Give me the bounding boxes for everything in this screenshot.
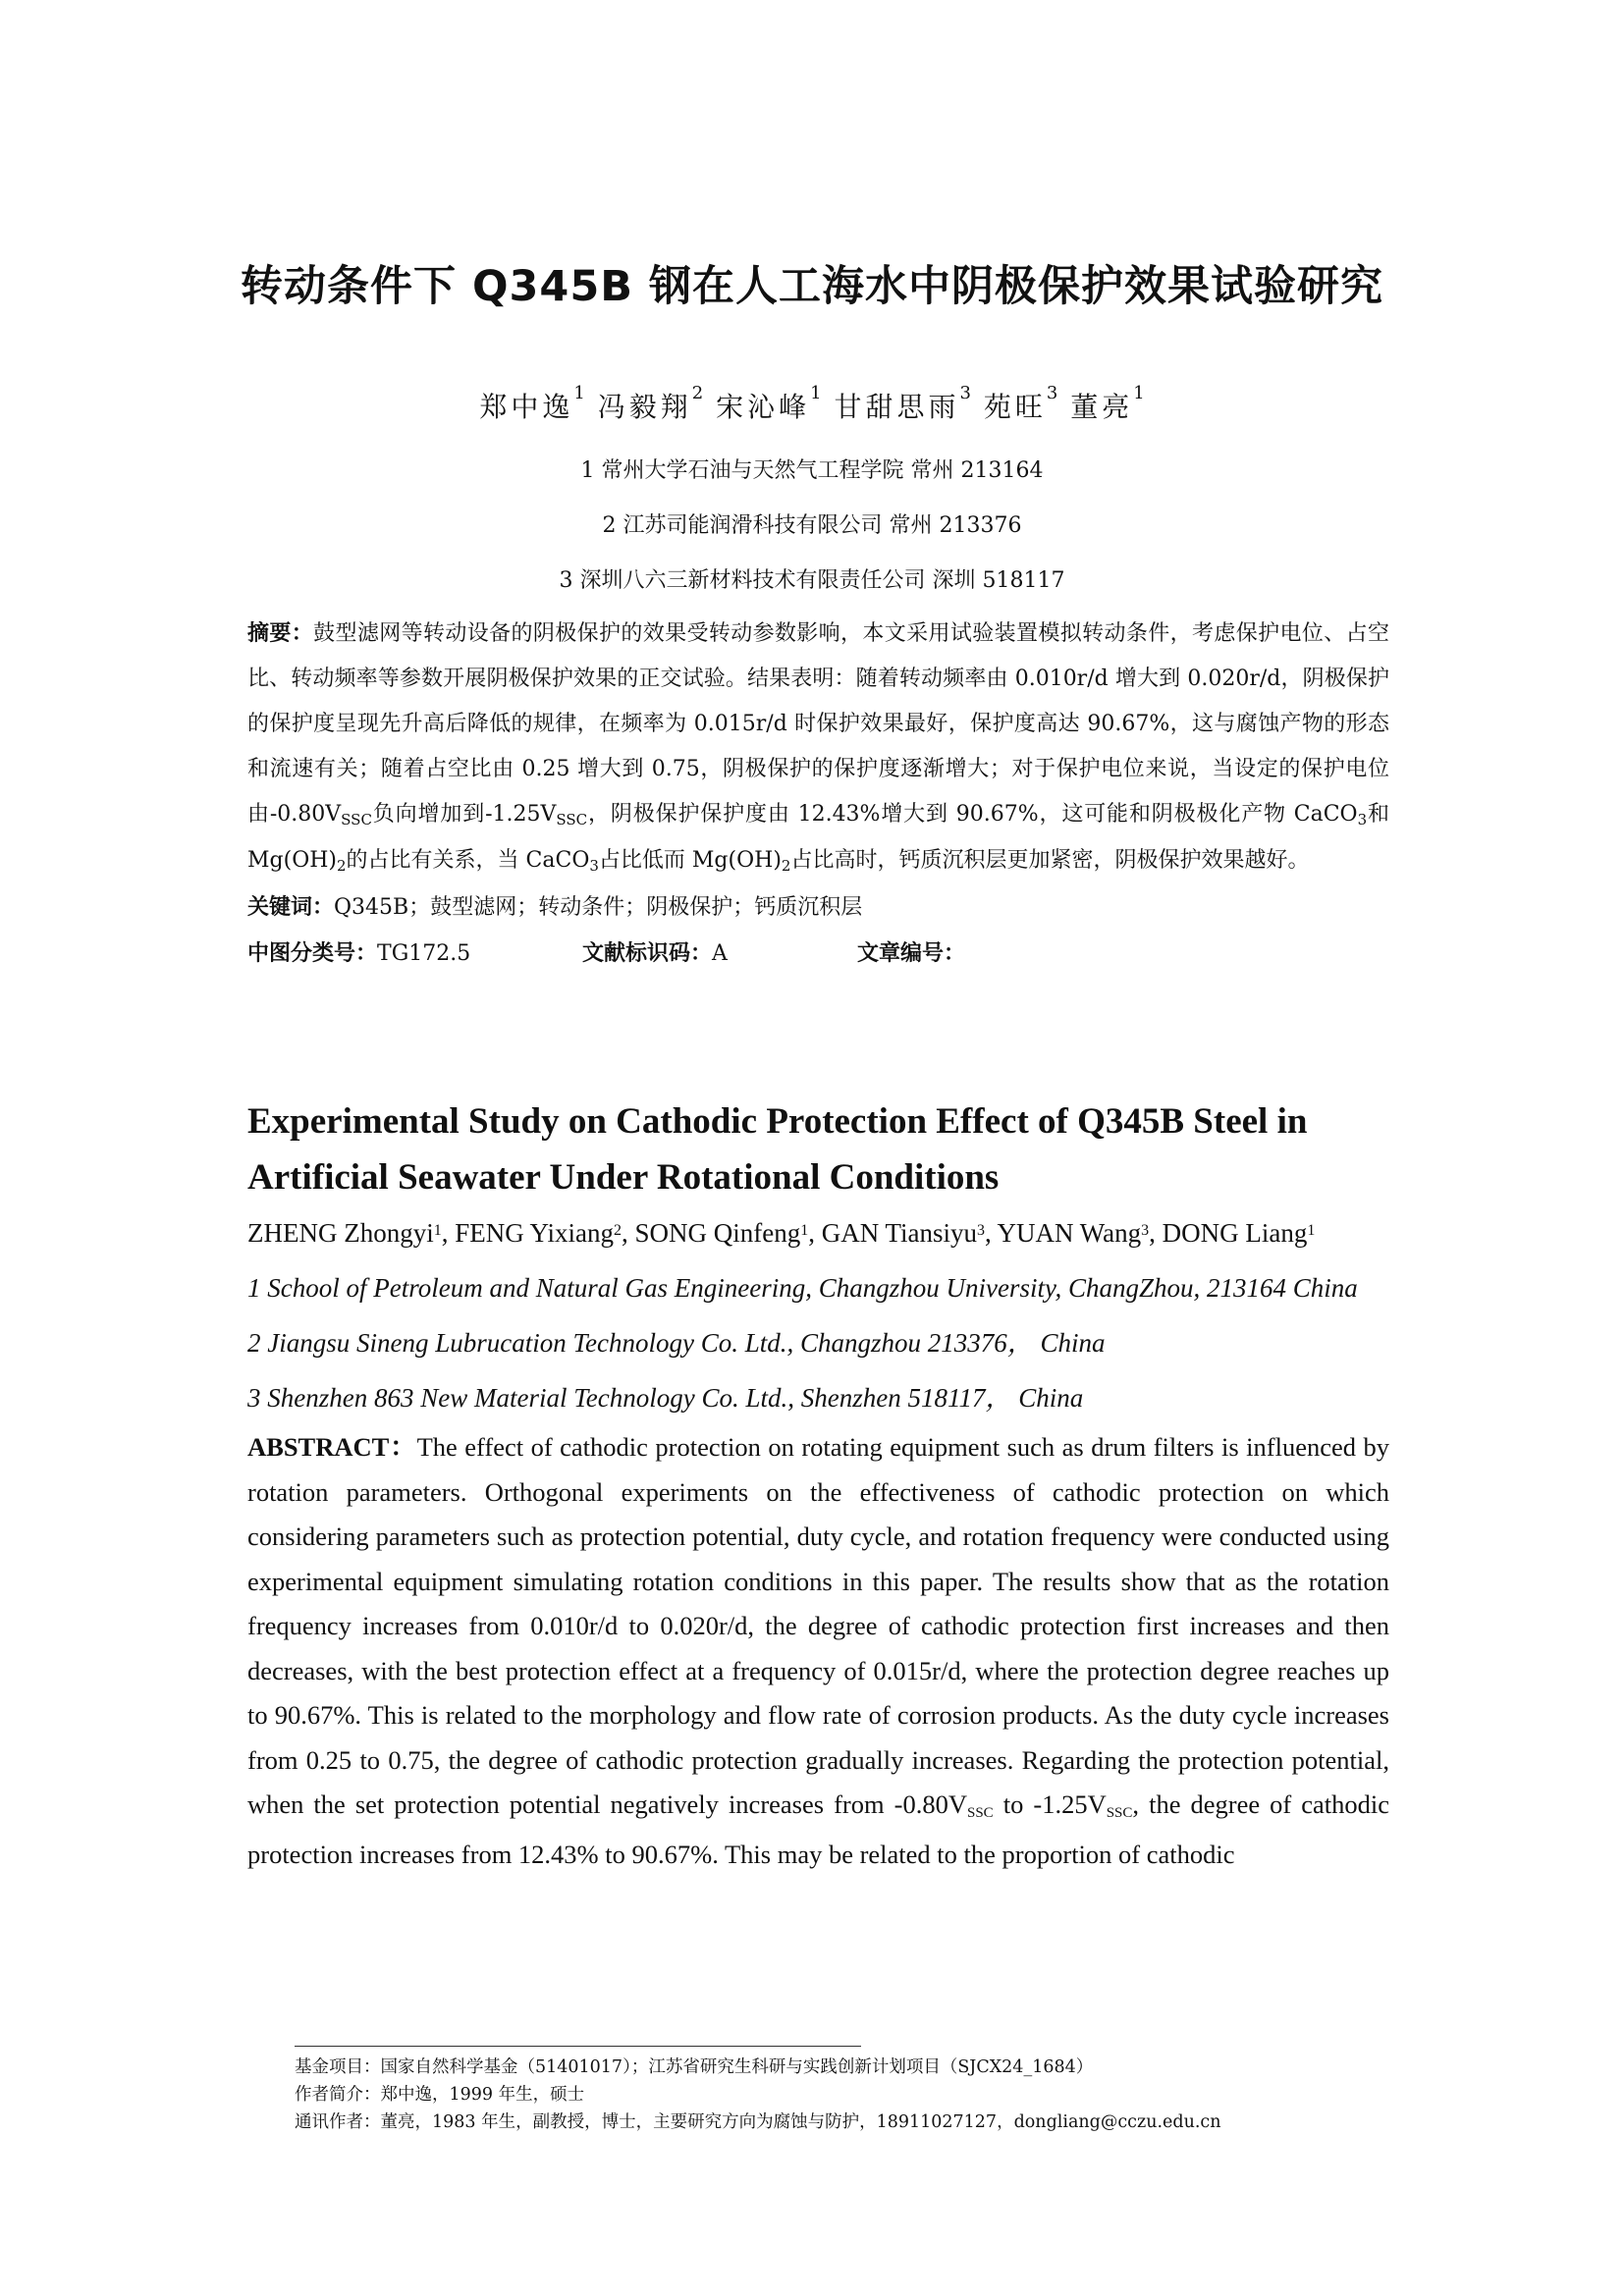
footnote-corresponding-author: 通讯作者：董亮，1983 年生，副教授，博士，主要研究方向为腐蚀与防护，18911027127，dongliang@cczu.edu.cn (295, 2112, 1221, 2132)
chinese-abstract-label: 摘要： (247, 620, 314, 646)
chinese-keywords-label: 关键词： (247, 894, 335, 920)
english-abstract-label: ABSTRACT： (247, 1432, 417, 1462)
chinese-affiliation-2: 2 江苏司能润滑科技有限公司 常州 213376 (602, 513, 1022, 538)
chinese-author: 董亮$^1$ (1070, 383, 1145, 423)
chinese-affiliation-3: 3 深圳八六三新材料技术有限责任公司 深圳 518117 (559, 568, 1065, 593)
classification-line: 中图分类号：TG172.5 文献标识码：A 文章编号： (247, 940, 966, 966)
chinese-affiliation-1: 1 常州大学石油与天然气工程学院 常州 213164 (580, 458, 1044, 483)
english-affiliation-2: 2 Jiangsu Sineng Lubrucation Technology Co. Ltd., Changzhou 213376， China (247, 1328, 1106, 1358)
chinese-keywords: 关键词：Q345B；鼓型滤网；转动条件；阴极保护；钙质沉积层 (247, 894, 863, 920)
chinese-abstract-section (247, 611, 1389, 977)
footnote-author-bio: 作者简介：郑中逸，1999 年生，硕士 (295, 2085, 585, 2105)
chinese-title: 转动条件下 Q345B 钢在人工海水中阴极保护效果试验研究 (240, 262, 1384, 311)
chinese-author: 郑中逸$^1$ (479, 383, 585, 423)
footnote-divider (295, 2046, 861, 2047)
chinese-author: 苑旺$^3$ (983, 383, 1058, 423)
english-affiliation-3: 3 Shenzhen 863 New Material Technology Co. Ltd., Shenzhen 518117， China (247, 1383, 1084, 1413)
chinese-author: 宋沁峰$^1$ (716, 383, 822, 423)
english-title: Experimental Study on Cathodic Protection Effect of Q345B Steel in Artificial Seawater Under Rotational Conditions (247, 1101, 1308, 1198)
chinese-author-list (0, 383, 1624, 425)
footnotes (295, 2054, 1375, 2136)
chinese-author: 冯毅翔$^2$ (597, 383, 704, 423)
english-section (247, 1094, 1389, 1877)
footnote-funding: 基金项目：国家自然科学基金（51401017）；江苏省研究生科研与实践创新计划项目（SJCX24_1684） (295, 2057, 1094, 2077)
english-affiliation-1: 1 School of Petroleum and Natural Gas Engineering, Changzhou University, ChangZhou, 213164 China (247, 1273, 1358, 1303)
english-abstract: ABSTRACT：The effect of cathodic protection on rotating equipment such as drum filters is influenced by rotation parameters. Orthogonal experiments on the effectiveness of cathodic protection on which considering parameters such as protection potential, duty cycle, and rotation frequency were conducted using experimental equipment simulating rotation conditions in this paper. The results show that as the rotation frequency increases from 0.010r/d to 0.020r/d, the degree of cathodic protection first increases and then decreases, with the best protection effect at a frequency of 0.015r/d, where the protection degree reaches up to 90.67%. This is related to the morphology and flow rate of corrosion products. As the duty cycle increases from 0.25 to 0.75, the degree of cathodic protection gradually increases. Regarding the protection potential, when the set protection potential negatively increases from -0.80VSSC to -1.25VSSC, the degree of cathodic protection increases from 12.43% to 90.67%. This may be related to the proportion of cathodic (247, 1432, 1390, 1869)
english-author-list: ZHENG Zhongyi$^1$, FENG Yixiang$^2$, SONG Qinfeng$^1$, GAN Tiansiyu$^3$, YUAN Wang$^3$, DONG Liang$^1$ (247, 1218, 1316, 1248)
chinese-abstract: 摘要：鼓型滤网等转动设备的阴极保护的效果受转动参数影响，本文采用试验装置模拟转动条件，考虑保护电位、占空比、转动频率等参数开展阴极保护效果的正交试验。结果表明：随着转动频率由 0.010r/d 增大到 0.020r/d，阴极保护的保护度呈现先升高后降低的规律，在频率为 0.015r/d 时保护效果最好，保护度高达 90.67%，这与腐蚀产物的形态和流速有关；随着占空比由 0.25 增大到 0.75，阴极保护的保护度逐渐增大；对于保护电位来说，当设定的保护电位由-0.80VSSC负向增加到-1.25VSSC，阴极保护保护度由 12.43%增大到 90.67%，这可能和阴极极化产物 CaCO3和 Mg(OH)2的占比有关系，当 CaCO3占比低而 Mg(OH)2占比高时，钙质沉积层更加紧密，阴极保护效果越好。 (247, 620, 1389, 875)
chinese-author: 甘甜思雨$^3$ (834, 383, 971, 423)
